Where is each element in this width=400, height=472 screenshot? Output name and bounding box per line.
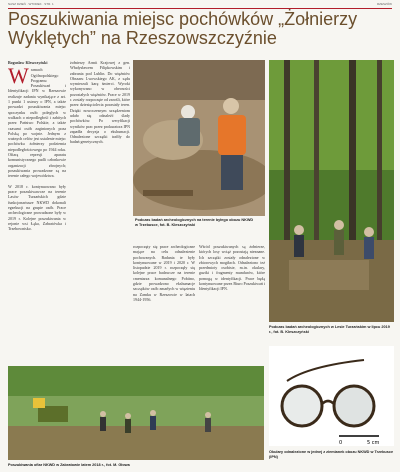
article-column-2 <box>70 60 130 216</box>
article-column-1 <box>8 60 66 364</box>
article-column-4 <box>199 244 265 366</box>
article-text-col1: ramach Ogólnopolskiego Programu Poszukiwań i Identyfikacji IPN w Rzeszowie realizuje zadania wynikające z art. 1 punkt 1 ustawy o IPN, a także prowadzi poszukiwania miejsc spoczynku osób poległych w walkach o niepodległość i zabitych przez Państwo Polskie, a także czasami osób zaginionych poza Polską po wojnie. Jednym z ważnych celów jest ustalenie miejsc pochówku żołnierzy podziemia niepodległościowego po 1944 roku. Ofiarą represji aparatu komunistycznego padli członkowie organizacji zbrojnych; poszukiwania prowadzone są na terenie całego województwa. <box>8 67 66 179</box>
photo-archaeologists-image <box>133 60 265 216</box>
photo-eyeglasses <box>269 346 394 446</box>
headline: Poszukiwania miejsc pochówków „Żołnierzy Wyklętych” na Rzeszowszczyźnie <box>8 9 358 48</box>
scale-label-0: 0 <box>339 440 343 446</box>
article-text-col4: Wśród poszukiwanych są żołnierze, których losy wciąż pozostają nieznane. Ich szczątki zostały odnalezione w zbiorowych mogiłach. Odnaleziono też przedmioty osobiste, m.in. okulary, guziki i fragmenty mundurów, które pomogą w identyfikacji. Prace będą kontynuowane przez Biuro Poszukiwań i Identyfikacji IPN. <box>199 244 265 292</box>
scale-label-5cm: 5 cm <box>367 440 380 446</box>
article-text-col3: rozpoczęty się prace archeologiczne mające na celu odnalezienie pochowanych. Badania te były kontynuowane w 2019 i 2020 r. W listopadzie 2019 r. rozpoczęły się kolejne prace badawcze na terenie cmentarza komunalnego Pobitno, gdzie prowadzono ekshumacje szczątków osób zmarłych w więzieniu na Zamku w Rzeszowie w latach 1944-1956. <box>133 244 195 302</box>
caption-right-middle: Podczas badań archeologicznych w Lesie Turzańskim w lipcu 2019 r., fot. B. Kleszczyński <box>269 325 390 334</box>
photo-field-search <box>8 366 264 460</box>
header-left-meta: NASZ DZIEŃ · WTOREK · STR. 1 <box>8 2 54 6</box>
photo-field-search-image <box>8 366 264 460</box>
page-header-meta <box>8 1 392 7</box>
article-text-col1b: W 2018 r. kontynuowano były prace poszukiwawcze na terenie Lasów Turzańskich gdzie funkcjonariusze NKWD dokonali egzekucji na grupie osób. Prace archeologiczne prowadzone były w 2019 r. Kolejne poszukiwania w rejonie wsi Łąka, Zabratówka i Trzebownisko. <box>8 183 66 232</box>
caption-top-middle: Podczas badań archeologicznych na terenie byłego obozu NKWD w Trzebusce, fot. B. Kleszczyński <box>135 218 254 227</box>
header-right-meta: RZESZÓW <box>377 2 392 6</box>
dropcap: W <box>8 63 29 89</box>
photo-forest-image <box>269 60 394 322</box>
article-column-3 <box>133 244 195 366</box>
photo-forest <box>269 60 394 322</box>
eyeglasses-image <box>269 346 394 446</box>
caption-bottom-left: Poszukiwania ofiar NKWD w Zabratowie latem 2018 r., fot. M. Głowa <box>8 463 130 467</box>
photo-archaeologists <box>133 60 265 216</box>
caption-bottom-right: Okulary odnalezione w jednej z ziemianek obozu NKWD w Trzebusce (IPN) <box>269 450 394 459</box>
byline: Bogusław Kleszczyński <box>8 60 48 65</box>
article-text-col2: żołnierzy Armii Krajowej z gen. Władysławem Filipkowskim i zabrania pod Lublin. Do więźniów Obszaru Lwowskiego AK, z sądu wymierzali karę śmierci. Wyroki wykonywano w obecności pozostałych więźniów. Prace w 2019 r. zostały rozpoczęte od zarośli, które przez dziesięciolecia porastały teren. Dzięki nowoczesnym urządzeniom udało się odnaleźć ślady pochówków. Po weryfikacji wyników prac przez prokuratora IPN zapadła decyzja o ekshumacji. Odnalezione szczątki trafiły do badań genetycznych. <box>70 60 130 145</box>
